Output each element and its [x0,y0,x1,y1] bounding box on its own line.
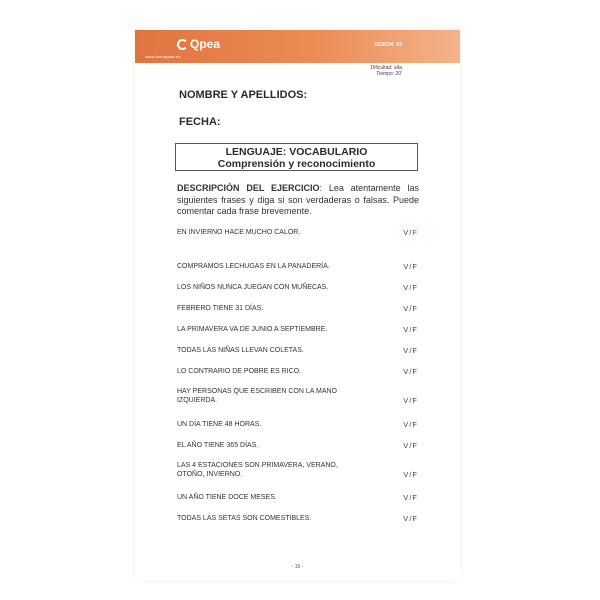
option-separator: / [409,346,412,355]
statement-row [177,262,417,271]
statement-row [177,387,417,405]
true-false-options [403,228,417,237]
statement-text: LO CONTRARIO DE POBRE ES RICO. [177,368,302,375]
statement-text: UN AÑO TIENE DOCE MESES. [177,494,277,501]
difficulty-label: Dificultad: alta [370,65,402,71]
true-false-options [403,346,417,355]
option-false: F [412,441,417,450]
statement-row [177,441,417,450]
statement-row [177,367,417,376]
statement-row [177,325,417,334]
statement-row [177,304,417,313]
option-true: V [403,283,409,292]
brand-url: www.tienoqpea.es [145,54,181,59]
option-separator: / [409,283,412,292]
option-separator: / [409,470,412,479]
worksheet-page [135,30,460,580]
true-false-options [403,304,417,313]
option-false: F [412,367,417,376]
exercise-description [177,183,419,218]
option-false: F [412,493,417,502]
statement-text: EL AÑO TIENE 365 DÍAS. [177,442,259,449]
option-true: V [403,346,409,355]
statement-row [177,514,417,523]
option-true: V [403,420,409,429]
brand-name: Qpea [190,37,221,51]
statement-row [177,228,417,237]
option-false: F [412,514,417,523]
option-separator: / [409,367,412,376]
statement-row [177,461,417,479]
option-separator: / [409,228,412,237]
statement-text: LOS NIÑOS NUNCA JUEGAN CON MUÑECAS. [177,284,329,291]
option-separator: / [409,304,412,313]
option-separator: / [409,396,412,405]
name-field-label: NOMBRE Y APELLIDOS: [179,89,308,101]
option-true: V [403,441,409,450]
statement-row [177,493,417,502]
true-false-options [403,396,417,405]
option-true: V [403,262,409,271]
true-false-options [403,441,417,450]
statement-text: LAS 4 ESTACIONES SON PRIMAVERA, VERANO, OTOÑO, INVIERNO. [177,462,338,478]
exercise-title: LENGUAJE: VOCABULARIO [225,146,368,158]
page-number: - 15 - [291,564,304,570]
statement-text: TODAS LAS NIÑAS LLEVAN COLETAS. [177,347,304,354]
exercise-title-box [175,143,418,171]
option-true: V [403,228,409,237]
true-false-options [403,367,417,376]
option-false: F [412,228,417,237]
true-false-options [403,470,417,479]
true-false-options [403,493,417,502]
option-true: V [403,325,409,334]
option-false: F [412,304,417,313]
option-false: F [412,262,417,271]
option-separator: / [409,262,412,271]
option-separator: / [409,420,412,429]
qpea-logo-icon [177,39,188,50]
option-true: V [403,514,409,523]
statement-text: LA PRIMAVERA VA DE JUNIO A SEPTIEMBRE. [177,326,328,333]
statement-text: UN DÍA TIENE 48 HORAS. [177,421,262,428]
true-false-options [403,262,417,271]
option-true: V [403,493,409,502]
option-true: V [403,396,409,405]
option-false: F [412,325,417,334]
description-text: : Lea atentamente las siguientes frases y diga si son verdaderas o falsas. Puede comentar cada frase brevemente. [177,183,420,216]
description-lead: DESCRIPCIÓN DEL EJERCICIO [177,183,320,193]
statement-text: EN INVIERNO HACE MUCHO CALOR. [177,229,301,236]
statement-text: FEBRERO TIENE 31 DÍAS. [177,305,264,312]
option-separator: / [409,325,412,334]
option-false: F [412,346,417,355]
statement-text: TODAS LAS SETAS SON COMESTIBLES. [177,515,312,522]
statement-row [177,283,417,292]
time-label: Tiempo: 20' [376,71,402,77]
true-false-options [403,514,417,523]
option-separator: / [409,514,412,523]
date-field-label: FECHA: [179,116,221,128]
option-false: F [412,420,417,429]
option-separator: / [409,441,412,450]
brand-logo [177,37,220,51]
option-false: F [412,396,417,405]
header-banner [135,30,460,63]
exercise-meta [371,65,402,77]
true-false-options [403,325,417,334]
option-true: V [403,470,409,479]
option-separator: / [409,493,412,502]
true-false-options [403,283,417,292]
option-false: F [412,283,417,292]
session-label: SESIÓN: 02 [374,42,402,48]
option-false: F [412,470,417,479]
exercise-subtitle: Comprensión y reconocimiento [217,158,376,170]
statement-text: COMPRAMOS LECHUGAS EN LA PANADERÍA. [177,263,330,270]
statement-row [177,420,417,429]
statement-text: HAY PERSONAS QUE ESCRIBEN CON LA MANO IZQUIERDA. [177,388,338,404]
true-false-options [403,420,417,429]
statement-row [177,346,417,355]
option-true: V [403,304,409,313]
option-true: V [403,367,409,376]
